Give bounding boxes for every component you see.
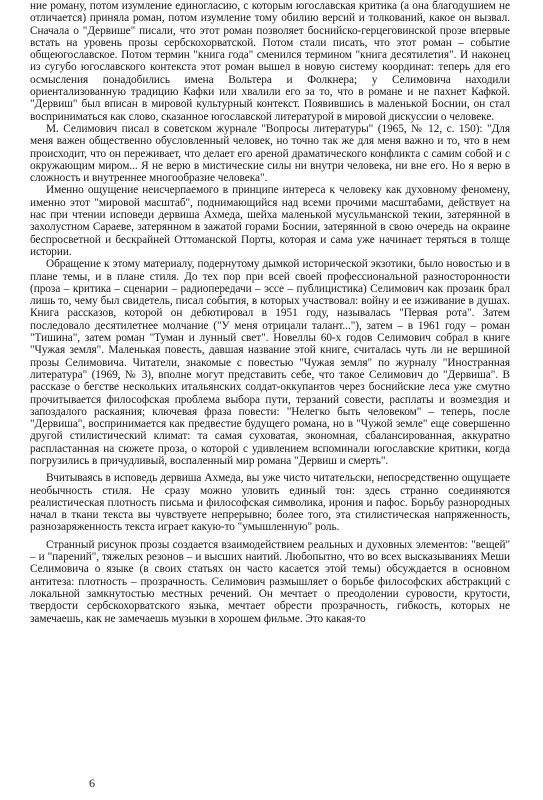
paragraph-1: ние роману, потом изумление единогласию, с которым югославская критика (а она благодушием не отличается) приняла роман, потом изумление тому обилию версий и толкований, какое он вызвал. Сначала о "Дервише" писали, что этот роман позволяет боснийско-герцеговинской прозе впервые встать на уровень прозы сербскохорватской. Потом стали писать, что этот роман – событие общеюгославское. Потом термин "книга года" сменился термином "книга десятилетия". И наконец из сугубо югославского контекста этот роман вышел в новую систему координат: теперь для его осмысления понадобились имена Вольтера и Фолкнера; у Селимовича находили ориентализованную традицию Кафки или хвалили его за то, что в романе и не пахнет Кафкой. "Дервиш" был вписан в мировой культурный контекст. Появившись в маленькой Боснии, он стал восприниматься как слово, сказанное югославской литературой в мировой дискуссии о человеке. [30,0,510,123]
paragraph-4: Обращение к этому материалу, подернутому дымкой исторической экзотики, было новостью и в плане темы, и в плане стиля. До тех пор при всей своей профессиональной разносторонности (проза – критика – сценарии – радиопередачи – эссе – публицистика) Селимович как прозаик брал лишь то, чему был свидетель, писал события, в которых участвовал: войну и ее изживание в душах. Книга рассказов, которой он дебютировал в 1951 году, называлась "Первая рота". Затем последовало десятилетнее молчание ("У меня отрицали талант..."), затем – в 1961 году – роман "Тишина", затем роман "Туман и лунный свет". Новеллы 60-х годов Селимович собрал в книге "Чужая земля". Маленькая повесть, давшая название этой книге, считалась чуть ли не вершиной прозы Селимовича. Читатели, знакомые с повестью "Чужая земля" по журналу "Иностранная литература" (1969, № 3), вполне могут представить себе, что такое Селимович до "Дервиша". В рассказе о бегстве нескольких итальянских солдат-оккупантов через боснийские леса уже смутно прочитывается философская проблема выбора пути, терзаний совести, расплаты и возмездия и запоздалого раскаяния; ключевая фраза повести: "Нелегко быть человеком" – теперь, после "Дервиша", воспринимается как предвестие будущего романа, но в "Чужой земле" еще совершенно другой стилистический климат: та самая суховатая, экономная, сбалансированная, аккуратно распластанная на сюжете проза, о которой с удивлением вспоминали югославские критики, когда погрузились в причудливый, воспаленный мир романа "Дервиш и смерть". [30,258,510,467]
paragraph-6: Странный рисунок прозы создается взаимодействием реальных и духовных элементов: "вещей" – и "парений", тяжелых резонов – и высших наитий. Любопытно, что во всех высказываниях Меши Селимовича о языке (в своих статьях он часто касается этой темы) обсуждается в основном антитеза: плотность – прозрачность. Селимович размышляет о борьбе философских абстракций с локальной замкнутостью местных речений. Он мечтает о преодолении суровости, крутости, твердости сербскохорватского языка, мечтает обрести прозрачность, гибкость, которых не замечаешь, как не замечаешь музыки в хорошем фильме. Это какая-то [30,538,510,625]
paragraph-5: Вчитываясь в исповедь дервиша Ахмеда, вы уже чисто читательски, непосредственно ощущаете необычность стиля. Не сразу можно уловить единый тон: здесь странно соединяются реалистическая плотность письма и философская символика, ирония и пафос. Борьбу разнородных начал в ткани текста вы чувствуете непрерывно; более того, эта стилистическая напряженность, разнозаряженность текста играет какую-то "умышленную" роль. [30,472,510,534]
paragraph-2: М. Селимович писал в советском журнале "Вопросы литературы" (1965, № 12, с. 150): "Для меня важен общественно обусловленный человек, но точно так же для меня важно и то, что в нем происходит, что он переживает, что делает его ареной драматического конфликта с самим собой и с окружающим миром... Я не верю в мистические силы ни внутри человека, ни вне его. Но я верю в сложность и внутреннее многообразие человека". [30,122,510,185]
page-number: 6 [89,776,95,790]
paragraph-3: Именно ощущение неисчерпаемого в принципе интереса к человеку как духовному феномену, именно этот "мировой масштаб", поднимающийся над всеми прочими масштабами, действует на нас при чтении исповеди дервиша Ахмеда, шейха маленькой мусульманской текии, затерянной в захолустном Сараеве, затерянном в зажатой горами Боснии, затерянной в свою очередь на окраине беспросветной и бескрайней Оттоманской Порты, которая и сама уже начинает теряться в толще истории. [30,184,510,258]
body-text [30,0,510,625]
